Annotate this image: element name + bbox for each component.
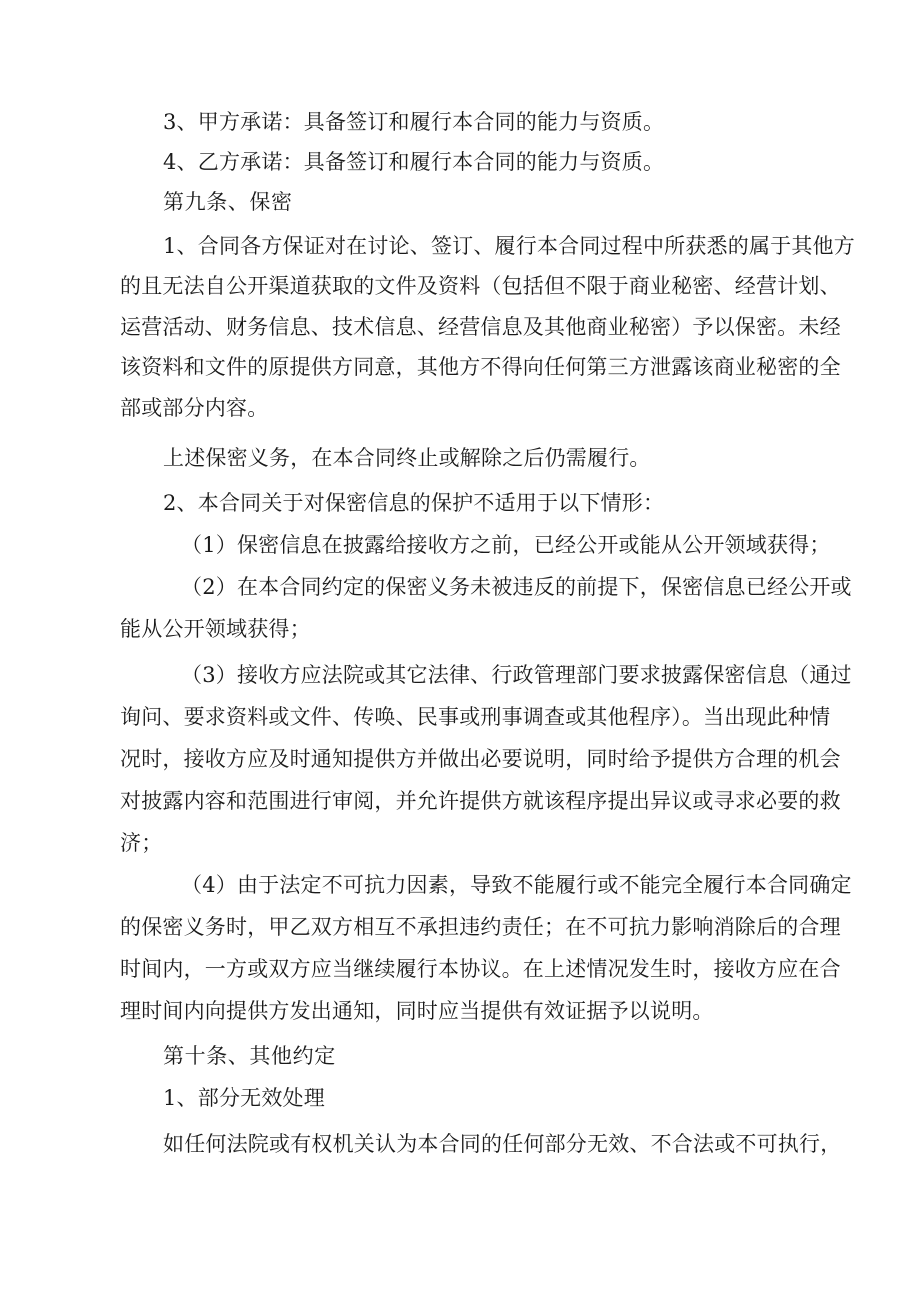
clause-9-item-1-line-3: 运营活动、财务信息、技术信息、经营信息及其他商业秘密）予以保密。未经 bbox=[120, 315, 841, 339]
clause-9-item-2-case-2-line-1: （2）在本合同约定的保密义务未被违反的前提下，保密信息已经公开或 bbox=[181, 575, 852, 599]
clause-9-item-2-case-1: （1）保密信息在披露给接收方之前，已经公开或能从公开领域获得； bbox=[181, 533, 831, 557]
clause-9-item-2-case-4-line-3: 时间内，一方或双方应当继续履行本协议。在上述情况发生时，接收方应在合 bbox=[120, 957, 841, 981]
clause-9-item-2: 2、本合同关于对保密信息的保护不适用于以下情形： bbox=[163, 491, 665, 515]
clause-9-item-2-case-4-line-2: 的保密义务时，甲乙双方相互不承担违约责任；在不可抗力影响消除后的合理 bbox=[120, 915, 841, 939]
clause-10-item-1-body: 如任何法院或有权机关认为本合同的任何部分无效、不合法或不可执行， bbox=[163, 1132, 842, 1156]
clause-8-item-3: 3、甲方承诺：具备签订和履行本合同的能力与资质。 bbox=[163, 110, 665, 134]
clause-9-item-2-case-3-line-1: （3）接收方应法院或其它法律、行政管理部门要求披露保密信息（通过 bbox=[181, 663, 852, 687]
clause-10-heading: 第十条、其他约定 bbox=[163, 1044, 336, 1068]
clause-9-heading: 第九条、保密 bbox=[163, 190, 293, 214]
clause-9-item-1-line-4: 该资料和文件的原提供方同意，其他方不得向任何第三方泄露该商业秘密的全 bbox=[120, 355, 841, 379]
clause-9-item-2-case-3-line-3: 况时，接收方应及时通知提供方并做出必要说明，同时给予提供方合理的机会 bbox=[120, 747, 841, 771]
clause-9-item-2-case-2-line-2: 能从公开领域获得； bbox=[120, 617, 311, 641]
clause-9-note: 上述保密义务，在本合同终止或解除之后仍需履行。 bbox=[163, 446, 651, 470]
clause-9-item-1-line-1: 1、合同各方保证对在讨论、签订、履行本合同过程中所获悉的属于其他方 bbox=[163, 234, 855, 258]
clause-10-item-1: 1、部分无效处理 bbox=[163, 1086, 325, 1110]
clause-9-item-1-line-2: 的且无法自公开渠道获取的文件及资料（包括但不限于商业秘密、经营计划、 bbox=[120, 274, 841, 298]
clause-9-item-2-case-4-line-4: 理时间内向提供方发出通知，同时应当提供有效证据予以说明。 bbox=[120, 999, 714, 1023]
clause-9-item-1-line-5: 部或部分内容。 bbox=[120, 396, 269, 420]
clause-9-item-2-case-3-line-2: 询问、要求资料或文件、传唤、民事或刑事调查或其他程序）。当出现此种情 bbox=[120, 705, 831, 729]
clause-8-item-4: 4、乙方承诺：具备签订和履行本合同的能力与资质。 bbox=[163, 150, 665, 174]
clause-9-item-2-case-3-line-5: 济； bbox=[120, 831, 163, 855]
clause-9-item-2-case-3-line-4: 对披露内容和范围进行审阅，并允许提供方就该程序提出异议或寻求必要的救 bbox=[120, 789, 841, 813]
clause-9-item-2-case-4-line-1: （4）由于法定不可抗力因素，导致不能履行或不能完全履行本合同确定 bbox=[181, 873, 852, 897]
